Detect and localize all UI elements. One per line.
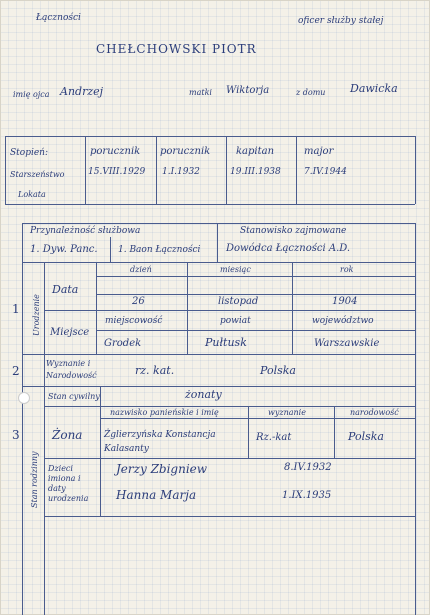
main-right bbox=[415, 223, 416, 615]
sub-line bbox=[96, 276, 415, 277]
month-col: miesiąc bbox=[220, 265, 251, 274]
officer-name: CHEŁCHOWSKI PIOTR bbox=[96, 42, 257, 56]
date-label: Data bbox=[52, 283, 79, 296]
rank-divider bbox=[296, 136, 297, 204]
birth-county: Pułtusk bbox=[205, 336, 247, 349]
town-col: miejscowość bbox=[105, 316, 163, 326]
wife-nationality: Polska bbox=[348, 430, 384, 443]
row1-side-label: Urodzenie bbox=[32, 294, 41, 336]
unit-divider-2 bbox=[110, 237, 111, 262]
rank-label: Stopień: bbox=[10, 148, 48, 158]
main-left bbox=[22, 223, 23, 615]
year-col: rok bbox=[340, 265, 354, 274]
row3-line bbox=[44, 458, 415, 459]
child-2-name: Hanna Marja bbox=[116, 488, 197, 502]
rank-table-top bbox=[5, 136, 415, 137]
division: 1. Dyw. Panc. bbox=[30, 244, 98, 255]
mother-label: matki bbox=[189, 88, 212, 97]
nationality: Polska bbox=[260, 364, 296, 377]
rank-table-right bbox=[415, 136, 416, 204]
rank-divider bbox=[156, 136, 157, 204]
row1-bottom bbox=[22, 354, 415, 355]
rank-table-bottom bbox=[5, 204, 415, 205]
religion-col: wyznanie bbox=[268, 408, 306, 417]
rank-date-1: 15.VIII.1929 bbox=[88, 167, 146, 177]
row3-line bbox=[44, 406, 415, 407]
father-label: imię ojca bbox=[13, 90, 50, 99]
row1-number: 1 bbox=[12, 302, 20, 316]
birth-year: 1904 bbox=[332, 296, 358, 307]
child-1-name: Jerzy Zbigniew bbox=[116, 462, 208, 476]
wife-label: Żona bbox=[52, 428, 83, 442]
rank-date-3: 19.III.1938 bbox=[230, 167, 281, 177]
battalion: 1. Baon Łączności bbox=[118, 245, 201, 255]
children-label: Dzieci imiona i daty urodzenia bbox=[48, 464, 89, 503]
sub-line bbox=[96, 294, 415, 295]
child-2-date: 1.IX.1935 bbox=[282, 490, 332, 501]
header-left: Łączności bbox=[36, 13, 81, 23]
position: Dowódca Łączności A.D. bbox=[226, 243, 351, 254]
row3-line bbox=[100, 418, 415, 419]
status-label: Stan cywilny bbox=[48, 392, 100, 401]
row2-bottom bbox=[22, 386, 415, 387]
birth-day: 26 bbox=[132, 296, 145, 307]
order-label: Lokata bbox=[18, 190, 46, 199]
father-name: Andrzej bbox=[60, 85, 104, 98]
unit-header: Przynależność służbowa bbox=[30, 226, 141, 236]
row3-col bbox=[334, 406, 335, 458]
unit-divider bbox=[217, 223, 218, 262]
rank-date-4: 7.IV.1944 bbox=[304, 167, 347, 177]
province-col: województwo bbox=[312, 316, 374, 326]
rank-3: kapitan bbox=[236, 146, 275, 157]
birth-month: listopad bbox=[218, 296, 259, 307]
county-col: powiat bbox=[220, 316, 251, 326]
side-col bbox=[44, 262, 45, 615]
punch-hole bbox=[18, 392, 30, 404]
maiden-label: z domu bbox=[296, 88, 326, 97]
row3-col bbox=[248, 406, 249, 458]
religion: rz. kat. bbox=[135, 364, 175, 377]
row3-number: 3 bbox=[12, 428, 20, 442]
marital-status: żonaty bbox=[185, 388, 222, 401]
child-1-date: 8.IV.1932 bbox=[284, 462, 332, 473]
unit-top bbox=[22, 223, 415, 224]
birth-town: Grodek bbox=[104, 338, 142, 349]
rank-date-2: 1.I.1932 bbox=[162, 167, 200, 177]
sub-line bbox=[96, 330, 415, 331]
position-header: Stanowisko zajmowane bbox=[240, 226, 347, 236]
row2-number: 2 bbox=[12, 364, 20, 378]
maiden-name: Dawicka bbox=[350, 82, 398, 95]
seniority-label: Starszeństwo bbox=[10, 170, 65, 179]
sub-line bbox=[44, 310, 415, 311]
birth-province: Warszawskie bbox=[314, 338, 380, 349]
maiden-name-col: nazwisko panieńskie i imię bbox=[110, 408, 219, 417]
row3-line bbox=[44, 516, 415, 517]
header-right: oficer służby stałej bbox=[298, 16, 384, 26]
wife-religion: Rz.-kat bbox=[256, 432, 292, 443]
mother-name: Wiktorja bbox=[226, 85, 270, 96]
rank-2: porucznik bbox=[160, 146, 211, 157]
row3-side-label: Stan rodzinny bbox=[30, 451, 39, 508]
religion-nation-label: Wyznanie i Narodowość bbox=[46, 359, 97, 380]
rank-4: major bbox=[304, 146, 334, 157]
rank-divider bbox=[226, 136, 227, 204]
nationality-col: narodowość bbox=[350, 408, 399, 417]
place-label: Miejsce bbox=[50, 327, 90, 338]
rank-table-left bbox=[5, 136, 6, 204]
unit-bottom bbox=[22, 262, 415, 263]
rank-divider bbox=[85, 136, 86, 204]
wife-name: Żglierzyńska Konstancja Kalasanty bbox=[104, 430, 216, 454]
day-col: dzień bbox=[130, 265, 152, 274]
rank-1: porucznik bbox=[90, 146, 141, 157]
